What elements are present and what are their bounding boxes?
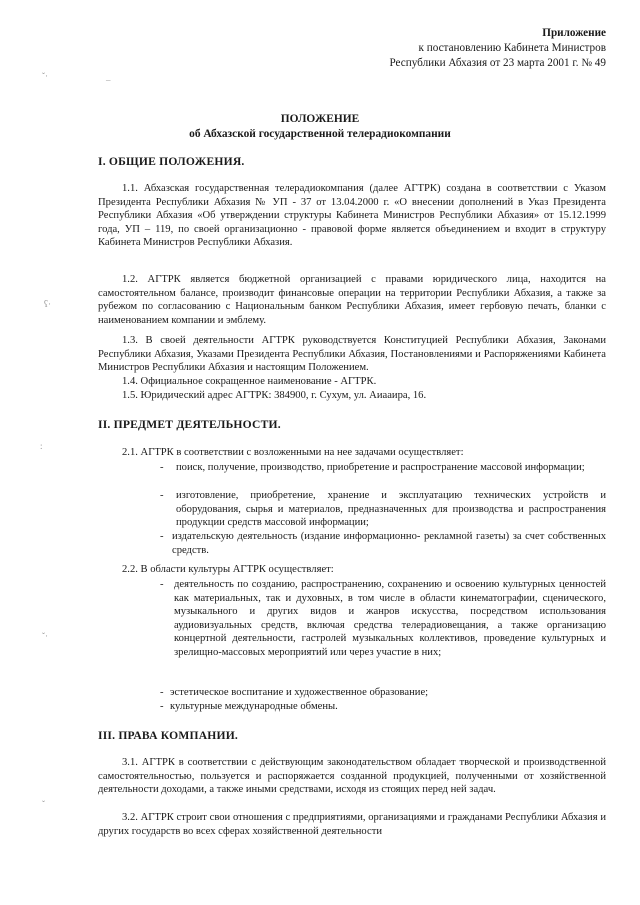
bullet-dash: - (160, 531, 164, 542)
bullet-dash: - (160, 701, 164, 712)
paragraph: 1.2. АГТРК является бюджетной организацией с правами юридического лица, находится на самостоятельном балансе, производит финансовые операции на территории Республики Абхазия, а также за рубежом по согласованию с Национальным банком Республики Абхазия, имеет гербовую печать, бланки с наименованием компании и эмблему. (98, 274, 606, 326)
bullet-dash: - (160, 687, 164, 698)
paragraph: 1.5. Юридический адрес АГТРК: 384900, г. Сухум, ул. Аиааира, 16. (122, 390, 427, 401)
list-item-text: деятельность по созданию, распространению, сохранению и освоению культурных ценностей как материальных, так и духовных, в том числе в области кинематографии, сценического, музыкального и других видов и жанров искусства, посредством использования аудиовизуальных средств, включая средства телерадиовещания, а также организацию концертной деятельности, гастролей музыкальных коллективов, проведение культурных и зрелищно-массовых мероприятий или через участие в них; (174, 579, 606, 658)
paragraph: 1.1. Абхазская государственная телерадиокомпания (далее АГТРК) создана в соответствии с Указом Президента Республики Абхазия № УП - 37 от 13.04.2000 г. «О внесении дополнений в Указ Президента Республики Абхазия «Об утверждении структуры Кабинета Министров Республики Абхазия» от 15.12.1999 года, УП – 119, по своей организационно - правовой форме является объединением и входит в структуру Кабинета Министров Республики Абхазия. (98, 183, 606, 249)
list-item-text: поиск, получение, производство, приобретение и распространение массовой информации; (176, 462, 585, 473)
appendix-header (389, 26, 606, 71)
list-item (160, 578, 606, 660)
scan-speck: – (106, 75, 111, 85)
document-heading (0, 112, 640, 142)
document-subtitle: об Абхазской государственной телерадиокомпании (189, 128, 451, 140)
appendix-line: к постановлению Кабинета Министров (418, 42, 606, 54)
bullet-dash: - (160, 462, 164, 473)
paragraph: 2.1. АГТРК в соответствии с возложенными на нее задачами осуществляет: (122, 447, 464, 458)
scan-speck: ʕ· (44, 299, 51, 309)
paragraph: 2.2. В области культуры АГТРК осуществляет: (122, 564, 334, 575)
section-heading: II. ПРЕДМЕТ ДЕЯТЕЛЬНОСТИ. (98, 418, 281, 431)
list-item (160, 700, 606, 714)
list-item-text: издательскую деятельность (издание информационно- рекламной газеты) за счет собственных средств. (172, 531, 606, 556)
paragraph: 1.3. В своей деятельности АГТРК руководствуется Конституцией Республики Абхазия, Законами Республики Абхазия, Указами Президента Республики Абхазия, Постановлениями и Распоряжениями Кабинета Министров Республики Абхазия и настоящим Положением. (98, 335, 606, 374)
list-item (160, 489, 606, 530)
bullet-dash: - (160, 579, 164, 590)
section-heading: III. ПРАВА КОМПАНИИ. (98, 729, 239, 742)
list-item (160, 461, 606, 475)
scan-speck: ˇ (42, 799, 45, 809)
appendix-title: Приложение (542, 27, 606, 39)
appendix-line: Республики Абхазия от 23 марта 2001 г. № 49 (389, 57, 606, 69)
scan-speck: ˇ· (42, 631, 48, 641)
list-item (160, 530, 606, 557)
scan-speck: ˇ· (42, 71, 48, 81)
paragraph: 1.4. Официальное сокращенное наименование - АГТРК. (122, 376, 377, 387)
list-item-text: изготовление, приобретение, хранение и эксплуатацию технических устройств и оборудования, сырья и материалов, предназначенных для производства и распространения продукции средств массовой информации; (176, 490, 606, 529)
document-title: ПОЛОЖЕНИЕ (280, 113, 360, 125)
list-item-text: культурные международные обмены. (170, 701, 338, 712)
paragraph: 3.2. АГТРК строит свои отношения с предприятиями, организациями и гражданами Республики Абхазия и других государств во всех сферах хозяйственной деятельности (98, 812, 606, 837)
list-item-text: эстетическое воспитание и художественное образование; (170, 687, 429, 698)
section-heading: I. ОБЩИЕ ПОЛОЖЕНИЯ. (98, 155, 245, 168)
list-item (160, 686, 606, 700)
scan-speck: : (40, 441, 43, 451)
bullet-dash: - (160, 490, 164, 501)
paragraph: 3.1. АГТРК в соответствии с действующим законодательством обладает творческой и производственной самостоятельностью, пользуется и распоряжается созданной продукцией, полученными от хозяйственной деятельности доходами, а также иными средствами, исходя из стоящих перед ней задач. (98, 757, 606, 796)
